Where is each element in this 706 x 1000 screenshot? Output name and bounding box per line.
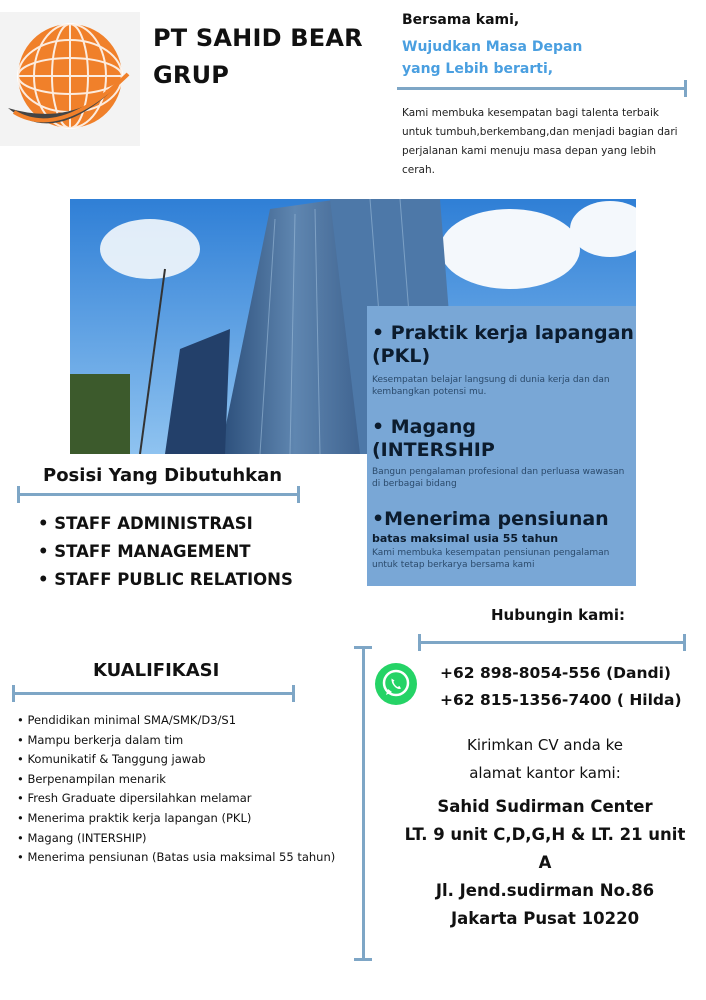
program-pensiunan-desc: Kami membuka kesempatan pensiunan pengalaman untuk tetap berkarya bersama kami <box>372 548 610 570</box>
vertical-divider-cap-bottom <box>354 958 372 961</box>
program-pkl-title-line1: • Praktik kerja lapangan <box>372 322 634 344</box>
qualification-item: • Komunikatif & Tanggung jawab <box>17 752 206 767</box>
qualifications-rule <box>12 692 295 695</box>
program-pensiunan-title: •Menerima pensiunan <box>372 508 609 530</box>
qualification-item: • Berpenampilan menarik <box>17 771 166 786</box>
company-name <box>153 20 363 94</box>
tagline-line3: yang Lebih berarti, <box>402 61 554 77</box>
phone-hilda[interactable]: +62 815-1356-7400 ( Hilda) <box>440 691 682 709</box>
program-pkl-desc: Kesempatan belajar langsung di dunia kerja dan dan kembangkan potensi mu. <box>372 375 610 397</box>
qualifications-rule-tick-left <box>12 685 15 702</box>
positions-rule-tick-left <box>17 486 20 503</box>
qualifications-rule-tick-right <box>292 685 295 702</box>
qualification-item: • Pendidikan minimal SMA/SMK/D3/S1 <box>17 713 237 727</box>
address-line: Jakarta Pusat 10220 <box>450 909 640 928</box>
position-item: • STAFF ADMINISTRASI <box>38 514 253 533</box>
address-line: Sahid Sudirman Center <box>437 797 653 816</box>
program-magang-title-line1: • Magang <box>372 416 477 438</box>
program-magang-desc: Bangun pengalaman profesional dan perluasa wawasan di berbagai bidang <box>372 467 625 489</box>
contact-rule-tick-right <box>683 634 686 651</box>
phone-numbers <box>440 660 682 714</box>
positions-rule <box>17 493 300 496</box>
vertical-divider-cap-top <box>354 646 372 649</box>
contact-title: Hubungin kami: <box>491 606 625 624</box>
position-item: • STAFF PUBLIC RELATIONS <box>38 570 293 589</box>
program-pensiunan-subtitle: batas maksimal usia 55 tahun <box>372 532 559 545</box>
address-line: LT. 9 unit C,D,G,H & LT. 21 unit A <box>404 825 686 872</box>
company-name-line1: PT SAHID BEAR <box>153 24 363 52</box>
cv-instruction-line2: alamat kantor kami: <box>469 764 621 782</box>
phone-dandi[interactable]: +62 898-8054-556 (Dandi) <box>440 664 672 682</box>
positions-list <box>38 510 293 594</box>
program-pkl-title <box>372 322 637 368</box>
address-line: Jl. Jend.sudirman No.86 <box>435 881 655 900</box>
divider-rule <box>397 87 687 90</box>
positions-title: Posisi Yang Dibutuhkan <box>43 465 283 486</box>
qualifications-title: KUALIFIKASI <box>93 660 220 681</box>
office-address <box>400 793 690 933</box>
tagline-line1: Bersama kami, <box>402 12 520 28</box>
whatsapp-icon[interactable] <box>374 662 418 706</box>
contact-rule-tick-left <box>418 634 421 651</box>
qualification-item: • Magang (INTERSHIP) <box>17 830 147 845</box>
program-magang-title-line2: (INTERSHIP <box>372 439 495 461</box>
intro-text: Kami membuka kesempatan bagi talenta terbaik untuk tumbuh,berkembang,dan menjadi bagian dari perjalanan kami menuju masa depan yang lebih cerah. <box>402 107 678 176</box>
cv-instruction-line1: Kirimkan CV anda ke <box>467 736 623 754</box>
qualification-item: • Menerima praktik kerja lapangan (PKL) <box>17 810 252 825</box>
divider-tick <box>684 80 687 97</box>
qualification-item: • Fresh Graduate dipersilahkan melamar <box>17 791 252 806</box>
company-name-line2: GRUP <box>153 61 230 89</box>
contact-rule <box>418 641 686 644</box>
vertical-divider <box>362 646 365 961</box>
program-magang-title <box>372 416 637 462</box>
qualifications-list <box>17 711 335 868</box>
qualification-item: • Menerima pensiunan (Batas usia maksimal 55 tahun) <box>17 850 336 865</box>
tagline-accent <box>402 36 582 80</box>
company-logo <box>0 12 140 146</box>
globe-logo-icon <box>0 12 140 146</box>
positions-rule-tick-right <box>297 486 300 503</box>
position-item: • STAFF MANAGEMENT <box>38 542 251 561</box>
program-pkl-title-line2: (PKL) <box>372 345 431 367</box>
qualification-item: • Mampu berkerja dalam tim <box>17 732 184 747</box>
cv-instruction <box>456 731 634 787</box>
tagline-line2: Wujudkan Masa Depan <box>402 39 583 55</box>
